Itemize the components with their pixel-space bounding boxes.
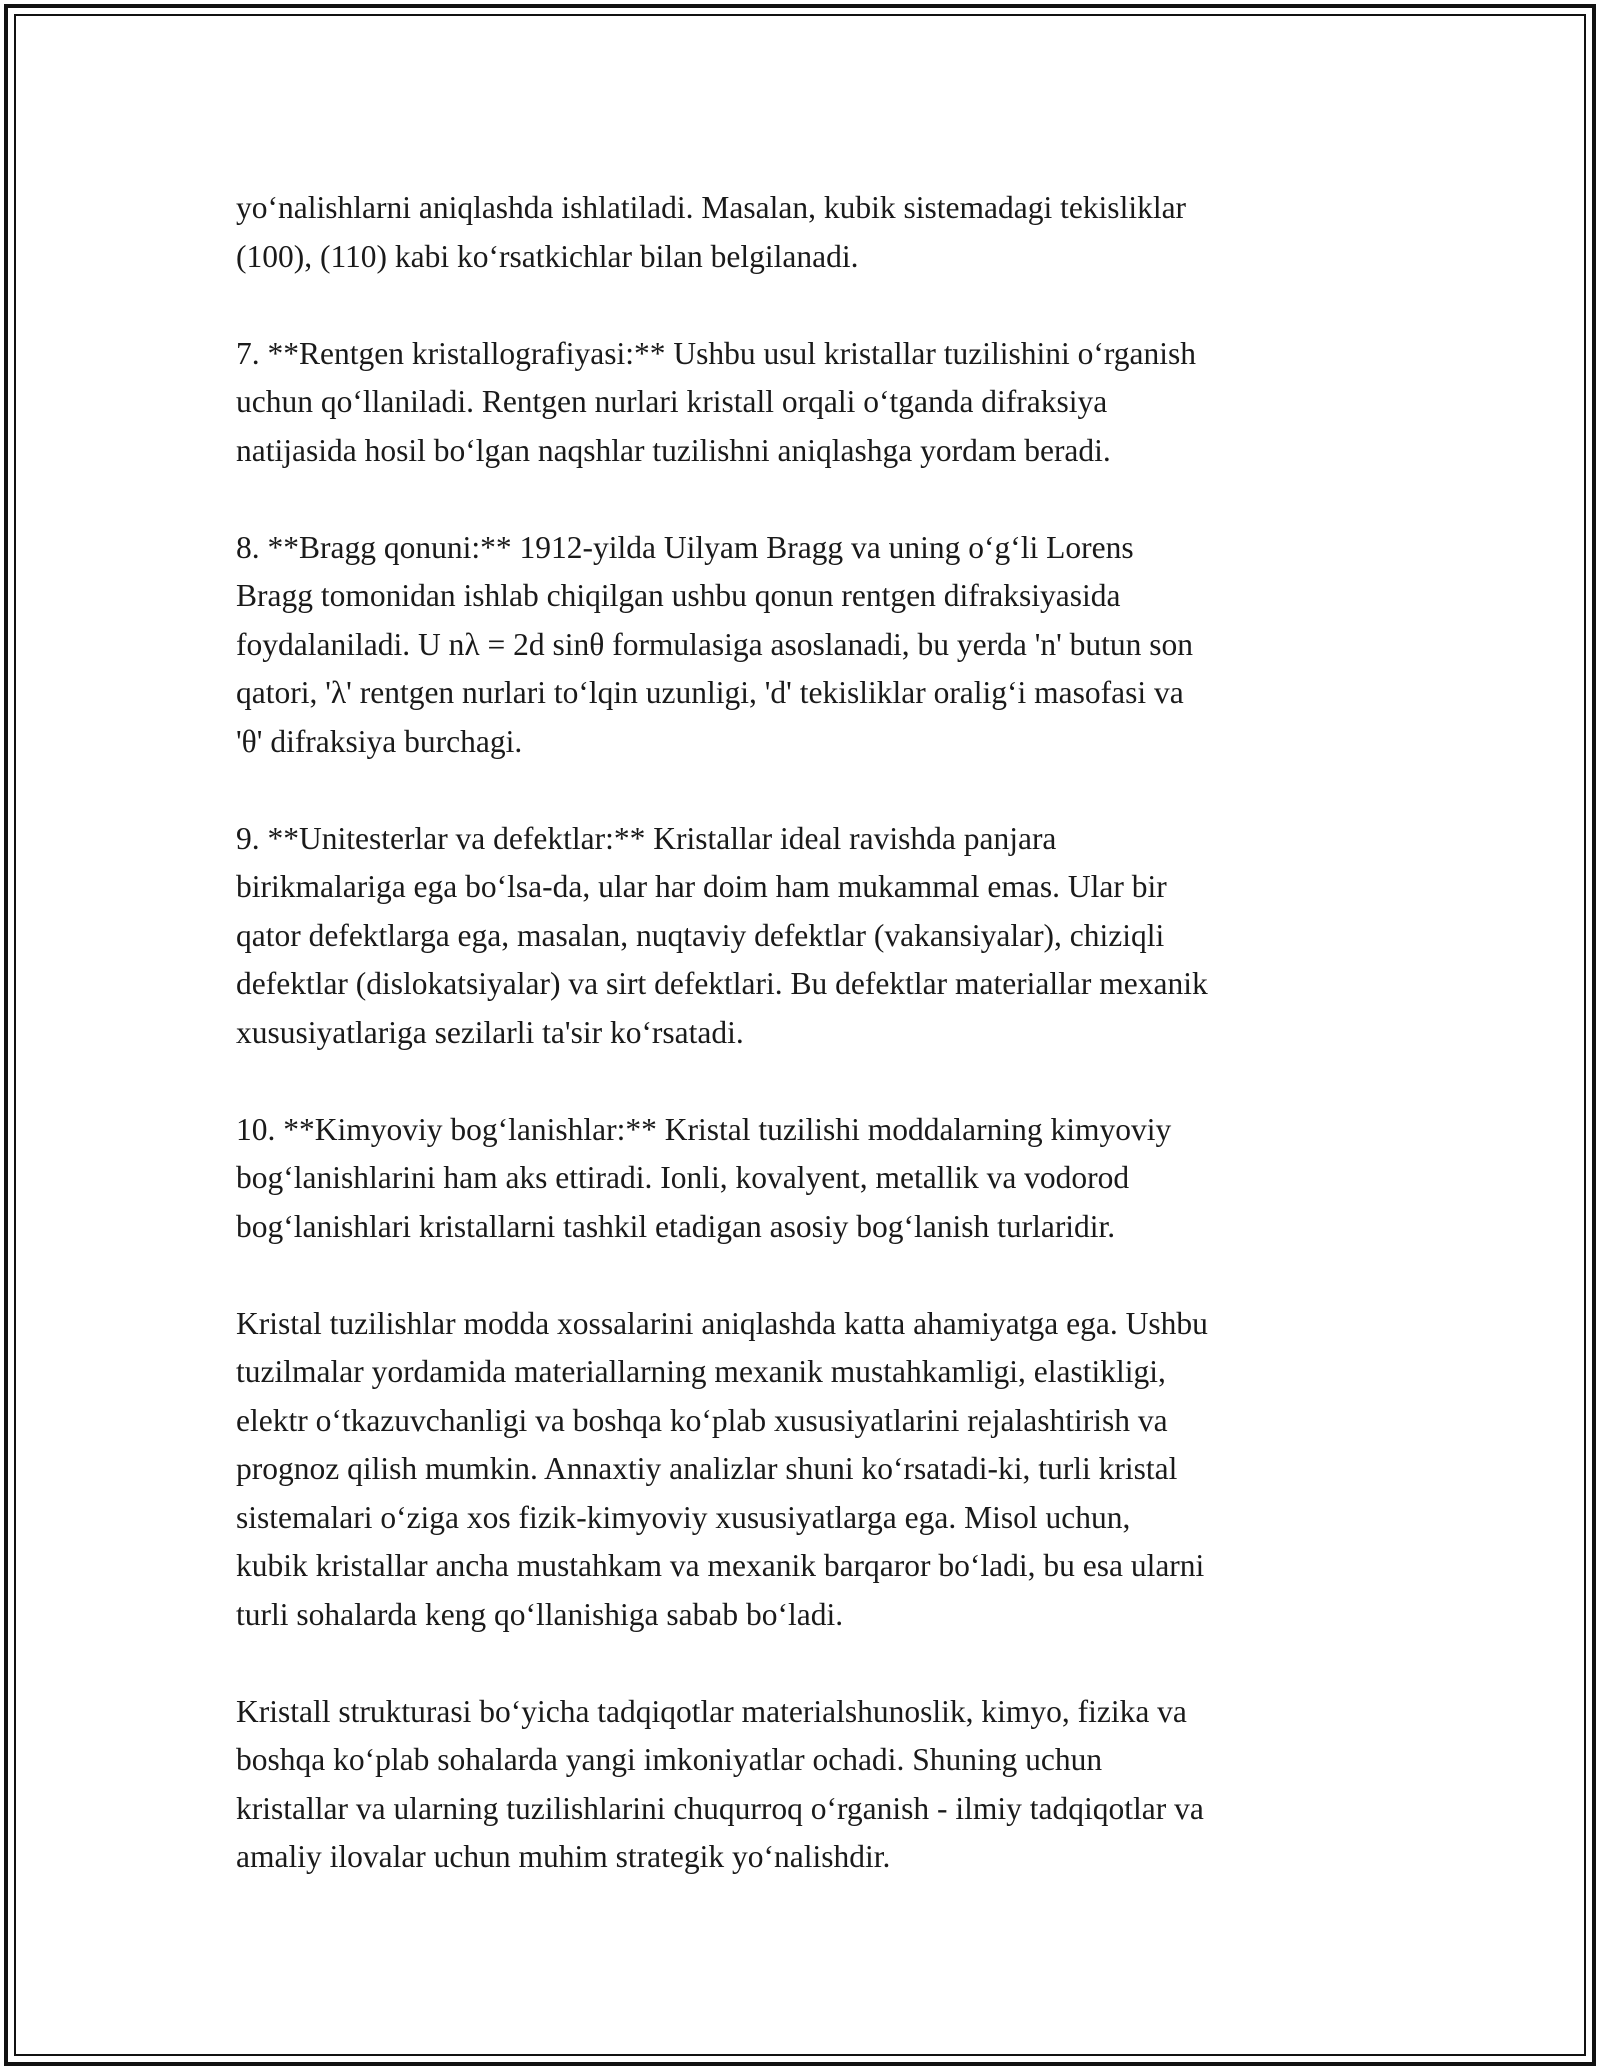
text-line: Kristal tuzilishlar modda xossalarini aniqlashda katta ahamiyatga ega. Ushbu: [236, 1305, 1208, 1341]
text-line: boshqa ko‘plab sohalarda yangi imkoniyatlar ochadi. Shuning uchun: [236, 1742, 1103, 1777]
text-line: uchun qo‘llaniladi. Rentgen nurlari kristall orqali o‘tganda difraksiya: [236, 384, 1108, 419]
text-line: sistemalari o‘ziga xos fizik-kimyoviy xususiyatlarga ega. Misol uchun,: [236, 1499, 1131, 1535]
paragraph-conclusion: [236, 1688, 1371, 1882]
text-line: qator defektlarga ega, masalan, nuqtaviy defektlar (vakansiyalar), chiziqli: [236, 917, 1165, 953]
text-line: turli sohalarda keng qo‘llanishiga sabab bo‘ladi.: [236, 1596, 844, 1632]
text-line: natijasida hosil bo‘lgan naqshlar tuzilishni aniqlashga yordam beradi.: [236, 432, 1111, 468]
text-line: 10. **Kimyoviy bog‘lanishlar:** Kristal tuzilishi moddalarning kimyoviy: [236, 1111, 1172, 1147]
text-line: 'θ' difraksiya burchagi.: [236, 723, 523, 759]
text-line: kristallar va ularning tuzilishlarini chuqurroq o‘rganish - ilmiy tadqiqotlar va: [236, 1790, 1204, 1826]
paragraph-summary: [236, 1300, 1371, 1640]
text-line: defektlar (dislokatsiyalar) va sirt defektlari. Bu defektlar materiallar mexanik: [236, 966, 1208, 1001]
text-line: yo‘nalishlarni aniqlashda ishlatiladi. Masalan, kubik sistemadagi tekisliklar: [236, 190, 1187, 225]
text-line: Bragg tomonidan ishlab chiqilgan ushbu qonun rentgen difraksiyasida: [236, 578, 1121, 613]
paragraph-continuation: [236, 184, 1371, 281]
text-line: (100), (110) kabi ko‘rsatkichlar bilan belgilanadi.: [236, 238, 859, 274]
paragraph-item-10: [236, 1106, 1371, 1252]
text-line: 8. **Bragg qonuni:** 1912-yilda Uilyam Bragg va uning o‘g‘li Lorens: [236, 529, 1134, 565]
text-line: 7. **Rentgen kristallografiyasi:** Ushbu usul kristallar tuzilishini o‘rganish: [236, 335, 1197, 371]
text-line: amaliy ilovalar uchun muhim strategik yo‘nalishdir.: [236, 1839, 891, 1874]
text-line: xususiyatlariga sezilarli ta'sir ko‘rsatadi.: [236, 1014, 744, 1050]
paragraph-item-9: [236, 815, 1371, 1058]
text-line: bog‘lanishlari kristallarni tashkil etadigan asosiy bog‘lanish turlaridir.: [236, 1208, 1116, 1244]
text-line: tuzilmalar yordamida materiallarning mexanik mustahkamligi, elastikligi,: [236, 1354, 1166, 1389]
text-line: prognoz qilish mumkin. Annaxtiy analizlar shuni ko‘rsatadi-ki, turli kristal: [236, 1451, 1178, 1486]
text-line: kubik kristallar ancha mustahkam va mexanik barqaror bo‘ladi, bu esa ularni: [236, 1548, 1205, 1583]
paragraph-item-8: [236, 524, 1371, 767]
text-line: 9. **Unitesterlar va defektlar:** Kristallar ideal ravishda panjara: [236, 820, 1057, 856]
text-line: bog‘lanishlarini ham aks ettiradi. Ionli, kovalyent, metallik va vodorod: [236, 1160, 1130, 1195]
text-line: elektr o‘tkazuvchanligi va boshqa ko‘plab xususiyatlarini rejalashtirish va: [236, 1402, 1168, 1438]
text-line: qatori, 'λ' rentgen nurlari to‘lqin uzunligi, 'd' tekisliklar oralig‘i masofasi va: [236, 675, 1184, 710]
text-line: Kristall strukturasi bo‘yicha tadqiqotlar materialshunoslik, kimyo, fizika va: [236, 1693, 1187, 1729]
text-line: foydalaniladi. U nλ = 2d sinθ formulasiga asoslanadi, bu yerda 'n' butun son: [236, 626, 1194, 662]
text-line: birikmalariga ega bo‘lsa-da, ular har doim ham mukammal emas. Ular bir: [236, 869, 1167, 904]
paragraph-item-7: [236, 330, 1371, 476]
document-body: [236, 184, 1371, 1930]
